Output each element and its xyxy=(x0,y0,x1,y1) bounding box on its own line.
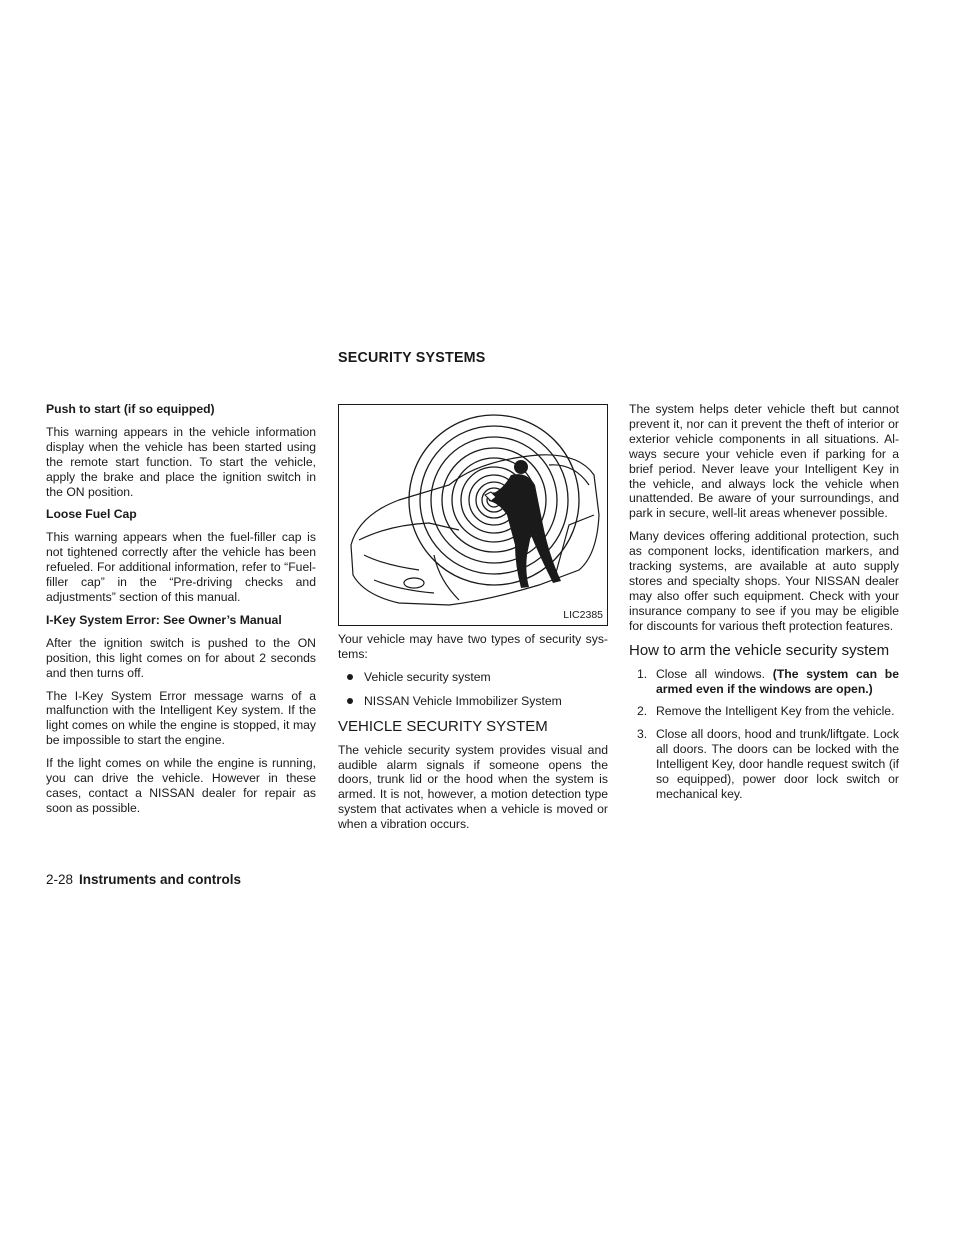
ikey-error-heading: I-Key System Error: See Owner’s Manual xyxy=(46,612,282,627)
section-title: SECURITY SYSTEMS xyxy=(338,350,486,366)
list-item: 3. Close all doors, hood and trunk/liftgate. Lock all doors. The doors can be locked with the Intelligent Key, door handle request switch (if so equipped), power door lock switch or mechanical key. xyxy=(637,727,899,801)
page-number: 2-28 xyxy=(46,872,74,887)
vss-text: The vehicle security system provides visual and audible alarm signals if someone opens the doors, trunk lid or the hood when the system is armed. It is not, however, a motion detection type system that activates when a vehicle is moved or when a vibration occurs. xyxy=(338,742,608,832)
chapter-title: Instruments and controls xyxy=(79,872,242,887)
page-footer xyxy=(46,872,241,887)
arm-system-heading: How to arm the vehicle security system xyxy=(629,641,890,659)
vss-heading: VEHICLE SECURITY SYSTEM xyxy=(338,717,548,735)
list-item: 1. Close all windows. (The system can be armed even if the windows are open.) xyxy=(637,666,899,696)
push-to-start-heading: Push to start (if so equipped) xyxy=(46,402,215,416)
column-middle xyxy=(338,404,608,840)
security-intro: Your vehicle may have two types of security sys-tems: xyxy=(338,632,608,661)
additional-devices-text: Many devices offering additional protection, such as component locks, identification markers, and tracking systems, are available at auto supply stores and specialty shops. Your NISSAN dealer may also offer such equipment. Check with your insurance company to see if you may be eligible for discounts for various theft protection features. xyxy=(629,529,899,633)
loose-fuel-cap-heading: Loose Fuel Cap xyxy=(46,507,137,522)
arm-steps-list xyxy=(629,667,899,802)
security-types-list xyxy=(338,670,608,709)
list-item: NISSAN Vehicle Immobilizer System xyxy=(338,694,608,709)
bullet-icon xyxy=(347,674,353,680)
deter-theft-text: The system helps deter vehicle theft but cannot prevent it, nor can it prevent the theft of interior or exterior vehicle components in all situations. Al-ways secure your vehicle even if parking for a brief period. Never leave your Intelligent Key in the vehicle, and always lock the vehicle when unattended. Be aware of your surroundings, and park in secure, well-lit areas whenever possible. xyxy=(629,402,899,521)
list-item: 2. Remove the Intelligent Key from the vehicle. xyxy=(637,704,895,719)
ikey-error-text-2: The I-Key System Error message warns of a malfunction with the Intelligent Key system. If the light comes on while the engine is stopped, it may be impossible to start the engine. xyxy=(46,688,316,748)
loose-fuel-cap-text: This warning appears when the fuel-filler cap is not tightened correctly after the vehicle has been refueled. For additional information, refer to “Fuel-filler cap” in the “Pre-driving checks and adjustments” section of this manual. xyxy=(46,530,316,604)
push-to-start-text: This warning appears in the vehicle information display when the vehicle has been started using the remote start function. To start the vehicle, apply the brake and place the ignition switch in the ON position. xyxy=(46,424,316,499)
ikey-error-text-3: If the light comes on while the engine is running, you can drive the vehicle. However in these cases, contact a NISSAN dealer for repair as soon as possible. xyxy=(46,756,316,815)
column-left xyxy=(46,402,316,824)
security-illustration xyxy=(338,404,608,626)
bullet-icon xyxy=(347,698,353,704)
car-thief-illustration xyxy=(339,405,607,625)
list-item: Vehicle security system xyxy=(338,670,608,685)
column-right xyxy=(629,402,899,810)
ikey-error-text-1: After the ignition switch is pushed to the ON position, this light comes on for about 2 seconds and then turns off. xyxy=(46,635,316,680)
figure-label: LIC2385 xyxy=(563,609,603,622)
